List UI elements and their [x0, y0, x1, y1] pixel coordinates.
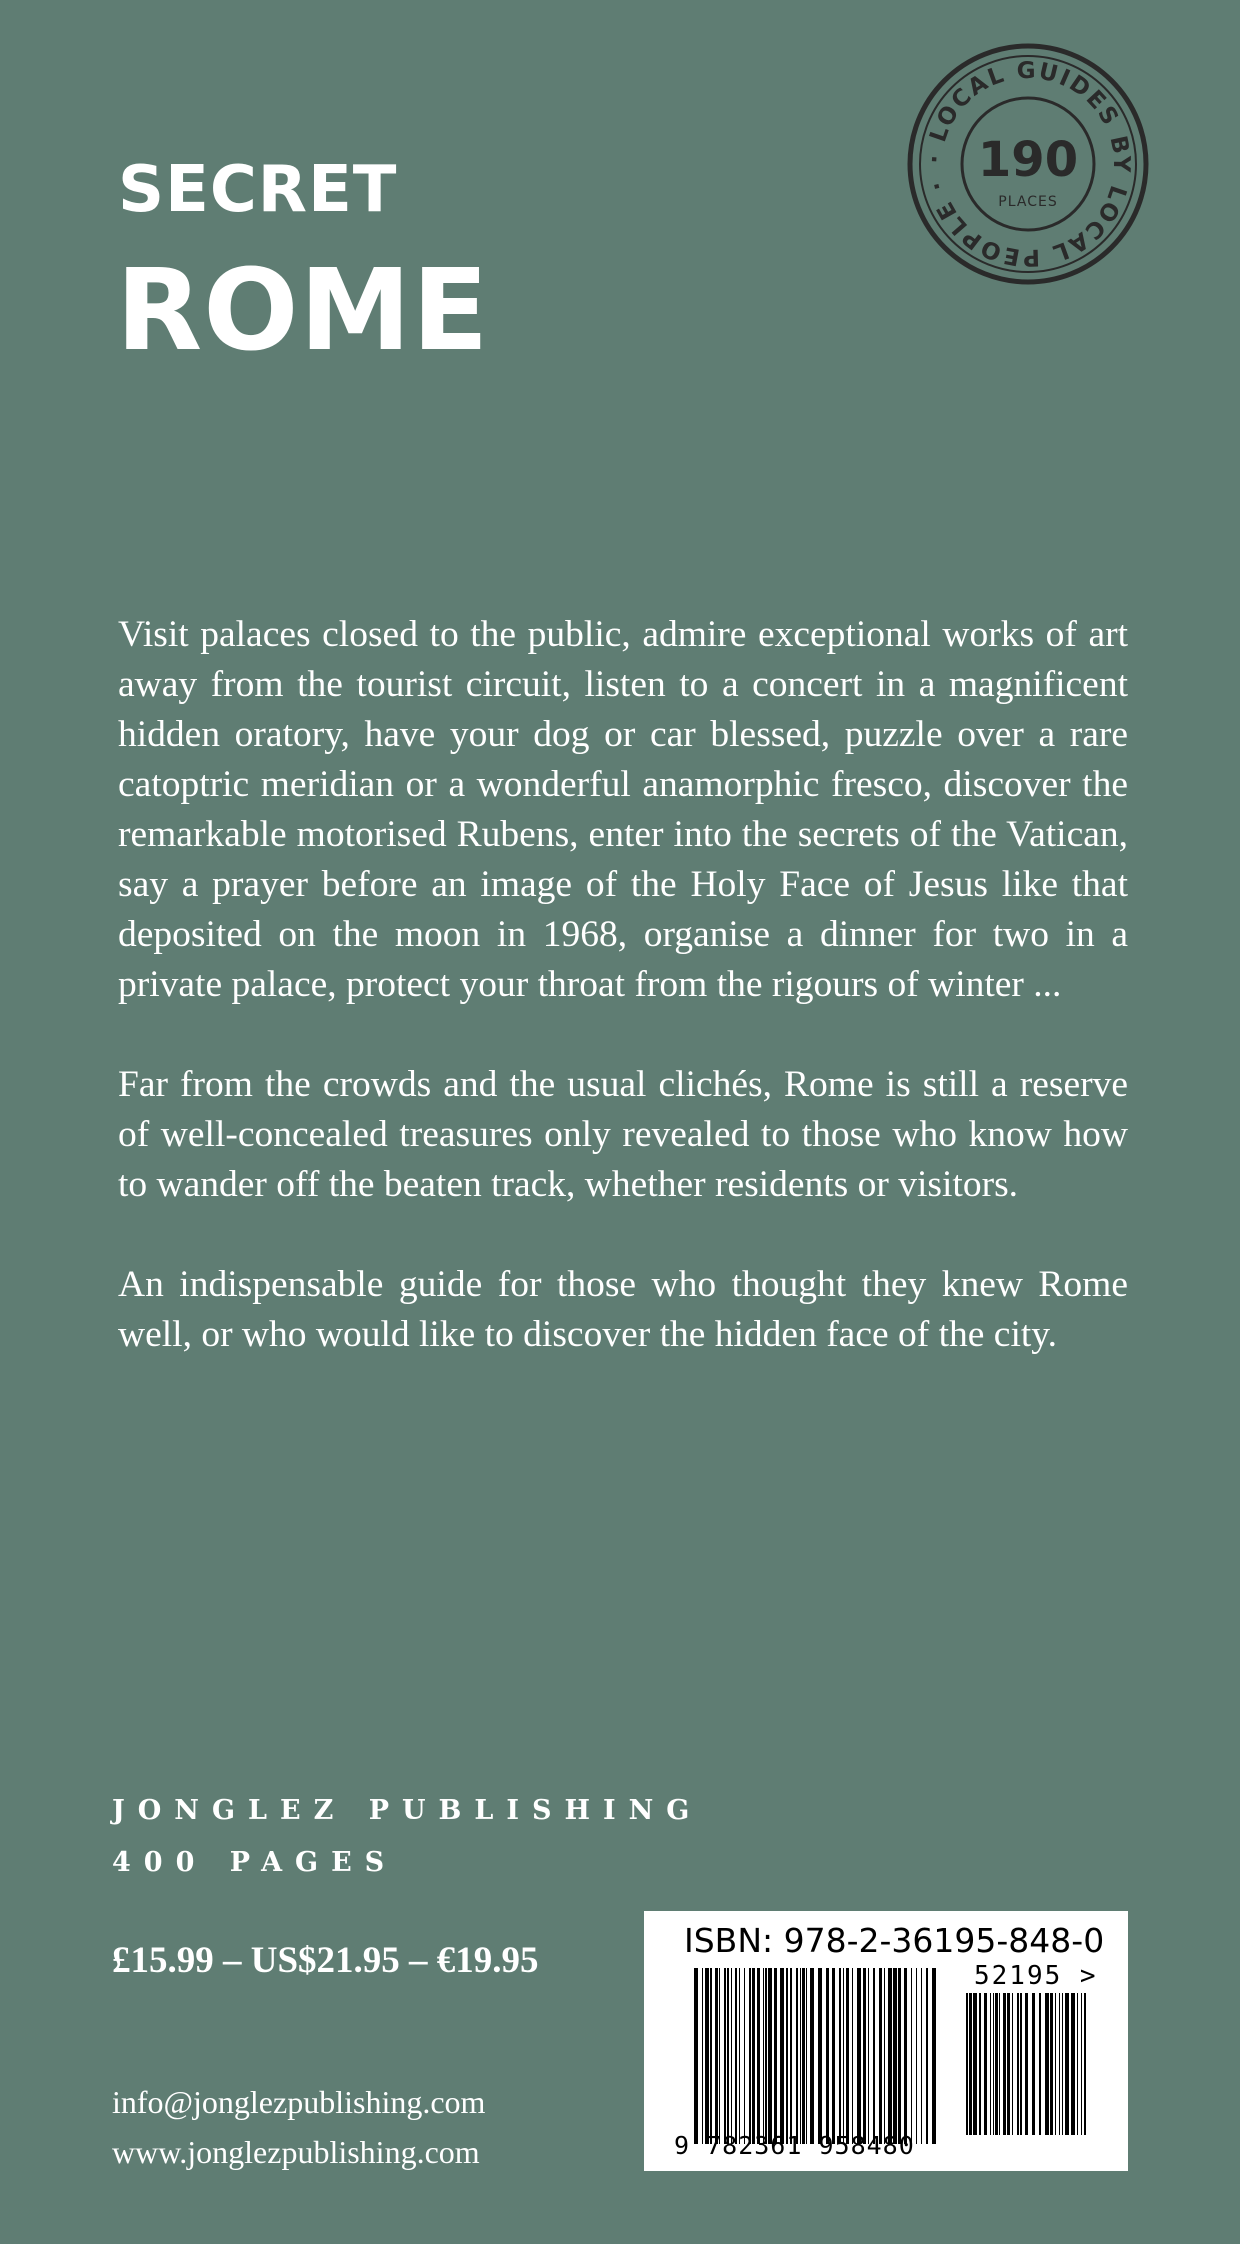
publisher-name: JONGLEZ PUBLISHING [112, 1795, 703, 1826]
barcode-bar [744, 1968, 745, 2144]
barcode-bar [1065, 1993, 1069, 2135]
barcode-bar [911, 1968, 912, 2144]
barcode-bar [710, 1968, 712, 2144]
barcode-bar [786, 1968, 788, 2144]
stamp-ring-text: · LOCAL GUIDES BY LOCAL PEOPLE · [921, 57, 1135, 271]
barcode-bar [768, 1968, 772, 2144]
barcode-bar [1084, 1993, 1086, 2135]
barcode-bar [752, 1968, 755, 2144]
barcode-bar [973, 1993, 977, 2135]
barcode-bar [727, 1968, 729, 2144]
barcode-bar [852, 1968, 853, 2144]
barcode-bar [904, 1968, 907, 2144]
blurb-paragraph: An indispensable guide for those who thought they knew Rome well, or who would like to discover the hidden face of the city. [118, 1264, 1128, 1355]
blurb-paragraph: Far from the crowds and the usual clichés, Rome is still a reserve of well-concealed treasures only revealed to those who know how to wander off the beaten track, whether residents or visitors. [118, 1064, 1128, 1205]
barcode-bar [731, 1968, 732, 2144]
barcode-bar [884, 1968, 885, 2144]
barcode-bar [1003, 1993, 1006, 2135]
barcode-bar [774, 1968, 777, 2144]
barcode-bar [1039, 1993, 1041, 2135]
barcode-digits: 9 782361 958480 [674, 2131, 915, 2160]
stamp-number: 190 [977, 132, 1079, 188]
page-count: 400 PAGES [112, 1847, 398, 1878]
barcode-bar [1059, 1993, 1060, 2135]
barcode-bar [715, 1968, 718, 2144]
barcode-bar [999, 1993, 1000, 2135]
barcode-bar [1025, 1993, 1028, 2135]
barcode-bar [993, 1993, 994, 2135]
barcode-bar [735, 1968, 737, 2144]
barcode-bar [763, 1968, 764, 2144]
barcode-bar [802, 1968, 805, 2144]
barcode-bar [790, 1968, 792, 2144]
barcode-bar [966, 1993, 968, 2135]
barcode-bar [873, 1968, 875, 2144]
barcode-bar [857, 1968, 861, 2144]
barcode-bar [1055, 1993, 1056, 2135]
addon-barcode [966, 1993, 1086, 2135]
local-guides-stamp [904, 40, 1152, 288]
barcode-bar [926, 1968, 928, 2144]
barcode-bar [757, 1968, 760, 2144]
blurb-paragraph: Visit palaces closed to the public, admire exceptional works of art away from the tourist circuit, listen to a concert in a magnificent hidden oratory, have your dog or car blessed, puzzle over a rare catoptric meridian or a wonderful anamorphic fresco, discover the remarkable motorised Rubens, enter into the secrets of the Vatican, say a prayer before an image of the Holy Face of Jesus like that deposited on the moon in 1968, organise a dinner for two in a private palace, protect your throat from the rigours of winter ... [118, 614, 1128, 1005]
barcode-bar [810, 1968, 814, 2144]
barcode-bar [705, 1968, 709, 2144]
barcode-bar [898, 1968, 901, 2144]
barcode-panel [644, 1911, 1128, 2171]
barcode-bar [979, 1993, 981, 2135]
barcode-bar [719, 1968, 720, 2144]
barcode-bar [796, 1968, 798, 2144]
barcode-bar [800, 1968, 801, 2144]
barcode-bar [1012, 1993, 1013, 2135]
barcode-bar [1062, 1993, 1063, 2135]
barcode-bar [749, 1968, 751, 2144]
barcode-bar [995, 1993, 998, 2135]
cover-title-rome: ROME [116, 246, 490, 376]
barcode-bar [1050, 1993, 1053, 2135]
barcode-bar [1077, 1993, 1078, 2135]
barcode-bar [1071, 1993, 1075, 2135]
stamp-label: PLACES [998, 194, 1058, 210]
barcode-bar [921, 1968, 922, 2144]
barcode-bar [780, 1968, 784, 2144]
barcode-bar [765, 1968, 767, 2144]
cover-title-secret: SECRET [118, 153, 398, 227]
barcode-bar [893, 1968, 897, 2144]
barcode-bar [916, 1968, 917, 2144]
barcode-bar [826, 1968, 829, 2144]
barcode-bar [888, 1968, 892, 2144]
publisher-email: info@jonglezpublishing.com [112, 2084, 486, 2120]
barcode-bar [1081, 1993, 1082, 2135]
isbn-label: ISBN: 978-2-36195-848-0 [684, 1921, 1105, 1960]
barcode-bar [868, 1968, 869, 2144]
publisher-website: www.jonglezpublishing.com [112, 2134, 480, 2170]
main-barcode [694, 1968, 937, 2144]
barcode-bar [724, 1968, 726, 2144]
price-line: £15.99 – US$21.95 – €19.95 [112, 1940, 539, 1981]
barcode-bar [863, 1968, 866, 2144]
barcode-bar [1020, 1993, 1022, 2135]
barcode-bar [739, 1968, 740, 2144]
barcode-bar [832, 1968, 835, 2144]
barcode-bar [990, 1993, 991, 2135]
barcode-bar [879, 1968, 882, 2144]
barcode-bar [1007, 1993, 1010, 2135]
barcode-bar [806, 1968, 807, 2144]
barcode-bar [839, 1968, 841, 2144]
barcode-bar [984, 1993, 987, 2135]
barcode-bar [702, 1968, 703, 2144]
back-cover-blurb [118, 610, 1128, 1410]
barcode-bar [932, 1968, 936, 2144]
barcode-bar [1017, 1993, 1019, 2135]
addon-digits: 52195 > [974, 1961, 1098, 1991]
barcode-bar [846, 1968, 849, 2144]
barcode-bar [1045, 1993, 1049, 2135]
barcode-bar [1032, 1993, 1035, 2135]
barcode-bar [818, 1968, 822, 2144]
barcode-bar [843, 1968, 844, 2144]
barcode-bar [969, 1993, 972, 2135]
barcode-bar [694, 1968, 698, 2144]
